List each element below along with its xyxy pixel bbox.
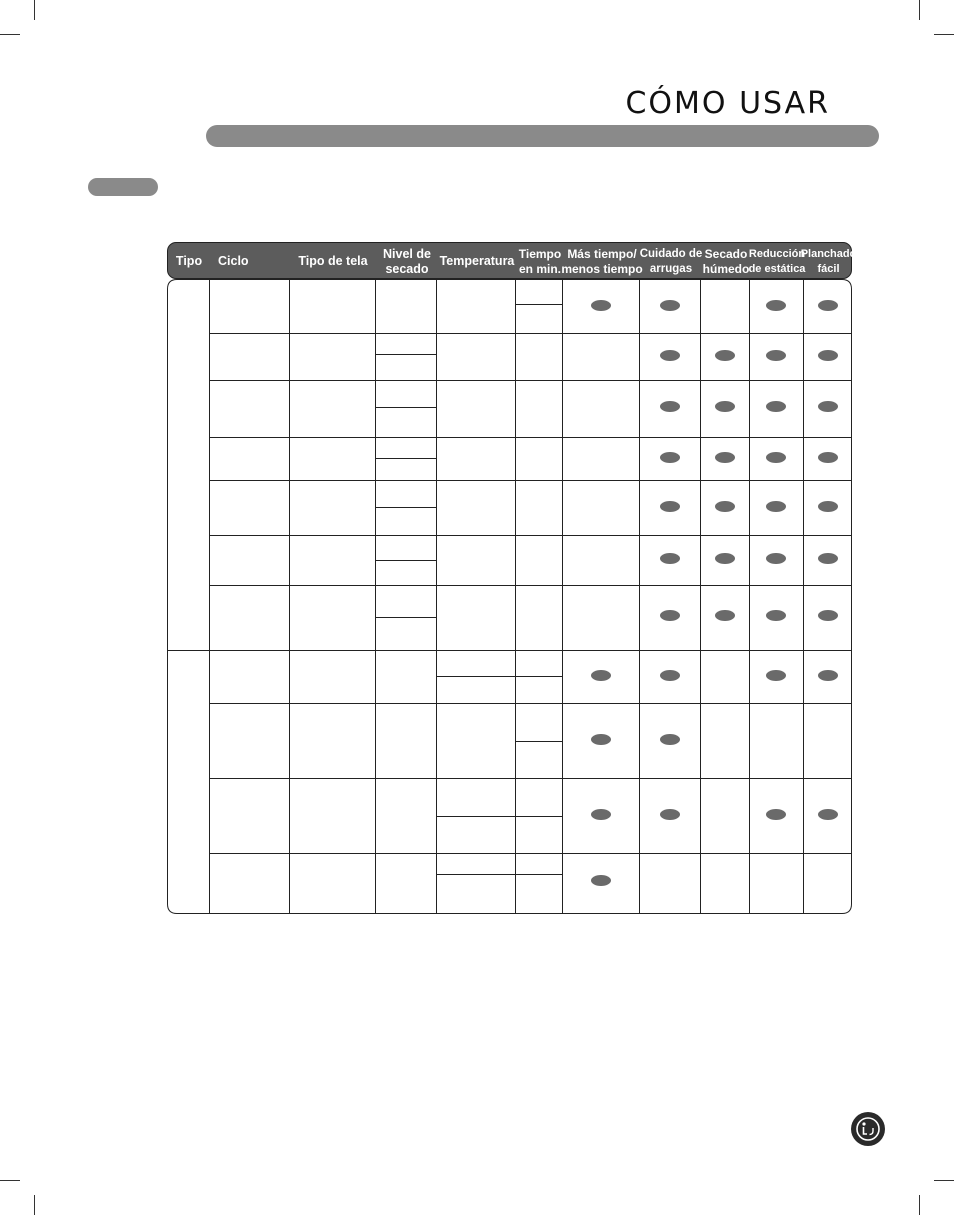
option-dot-secado-humedo: [715, 350, 735, 361]
header-ciclo: Ciclo: [218, 254, 249, 268]
header-planchado-facil: Planchado fácil: [800, 247, 857, 275]
page-title: CÓMO USAR: [625, 86, 830, 121]
section-tab: [88, 178, 158, 196]
crop-mark: [919, 0, 920, 20]
option-dot-cuidado: [660, 350, 680, 361]
option-dot-secado-humedo: [715, 553, 735, 564]
option-dot-reduccion: [766, 452, 786, 463]
option-dot-planchado: [818, 501, 838, 512]
option-dot-reduccion: [766, 401, 786, 412]
option-dot-planchado: [818, 300, 838, 311]
crop-mark: [0, 1180, 20, 1181]
option-dot-planchado: [818, 670, 838, 681]
option-dot-planchado: [818, 452, 838, 463]
option-dot-cuidado: [660, 670, 680, 681]
option-dot-secado-humedo: [715, 610, 735, 621]
option-dot-planchado: [818, 350, 838, 361]
option-dot-cuidado: [660, 610, 680, 621]
option-dot-cuidado: [660, 501, 680, 512]
header-tiempo: Tiempo en min.: [518, 246, 562, 276]
table-grid: [167, 279, 852, 914]
option-dot-reduccion: [766, 553, 786, 564]
option-dot-mas-tiempo: [591, 670, 611, 681]
option-dot-mas-tiempo: [591, 734, 611, 745]
option-dot-mas-tiempo: [591, 809, 611, 820]
option-dot-reduccion: [766, 809, 786, 820]
option-dot-secado-humedo: [715, 501, 735, 512]
header-nivel-de-secado: Nivel de secado: [383, 246, 431, 276]
option-dot-cuidado: [660, 553, 680, 564]
cycle-table: [167, 279, 852, 914]
option-dot-cuidado: [660, 401, 680, 412]
option-dot-planchado: [818, 401, 838, 412]
option-dot-mas-tiempo: [591, 300, 611, 311]
crop-mark: [934, 1180, 954, 1181]
option-dot-reduccion: [766, 300, 786, 311]
option-dot-reduccion: [766, 670, 786, 681]
crop-mark: [0, 34, 20, 35]
option-dot-cuidado: [660, 734, 680, 745]
header-tipo: Tipo: [175, 254, 203, 268]
header-mas-tiempo: Más tiempo/ menos tiempo: [561, 246, 643, 276]
option-dot-mas-tiempo: [591, 875, 611, 886]
crop-mark: [919, 1195, 920, 1215]
option-dot-cuidado: [660, 809, 680, 820]
header-temperatura: Temperatura: [439, 254, 515, 268]
option-dot-planchado: [818, 553, 838, 564]
option-dot-cuidado: [660, 300, 680, 311]
crop-mark: [34, 1195, 35, 1215]
title-bar: [206, 125, 879, 147]
option-dot-reduccion: [766, 501, 786, 512]
crop-mark: [934, 34, 954, 35]
header-tipo-de-tela: Tipo de tela: [298, 254, 368, 268]
option-dot-planchado: [818, 809, 838, 820]
crop-mark: [34, 0, 35, 20]
header-reduccion-de-estatica: Reducción de estática: [748, 247, 806, 275]
option-dot-reduccion: [766, 610, 786, 621]
header-cuidado-de-arrugas: Cuidado de arrugas: [639, 247, 703, 275]
lg-logo-icon: [851, 1112, 885, 1146]
option-dot-cuidado: [660, 452, 680, 463]
header-secado-humedo: Secado húmedo: [702, 246, 750, 276]
option-dot-secado-humedo: [715, 401, 735, 412]
option-dot-reduccion: [766, 350, 786, 361]
table-header: [167, 242, 857, 279]
option-dot-secado-humedo: [715, 452, 735, 463]
option-dot-planchado: [818, 610, 838, 621]
